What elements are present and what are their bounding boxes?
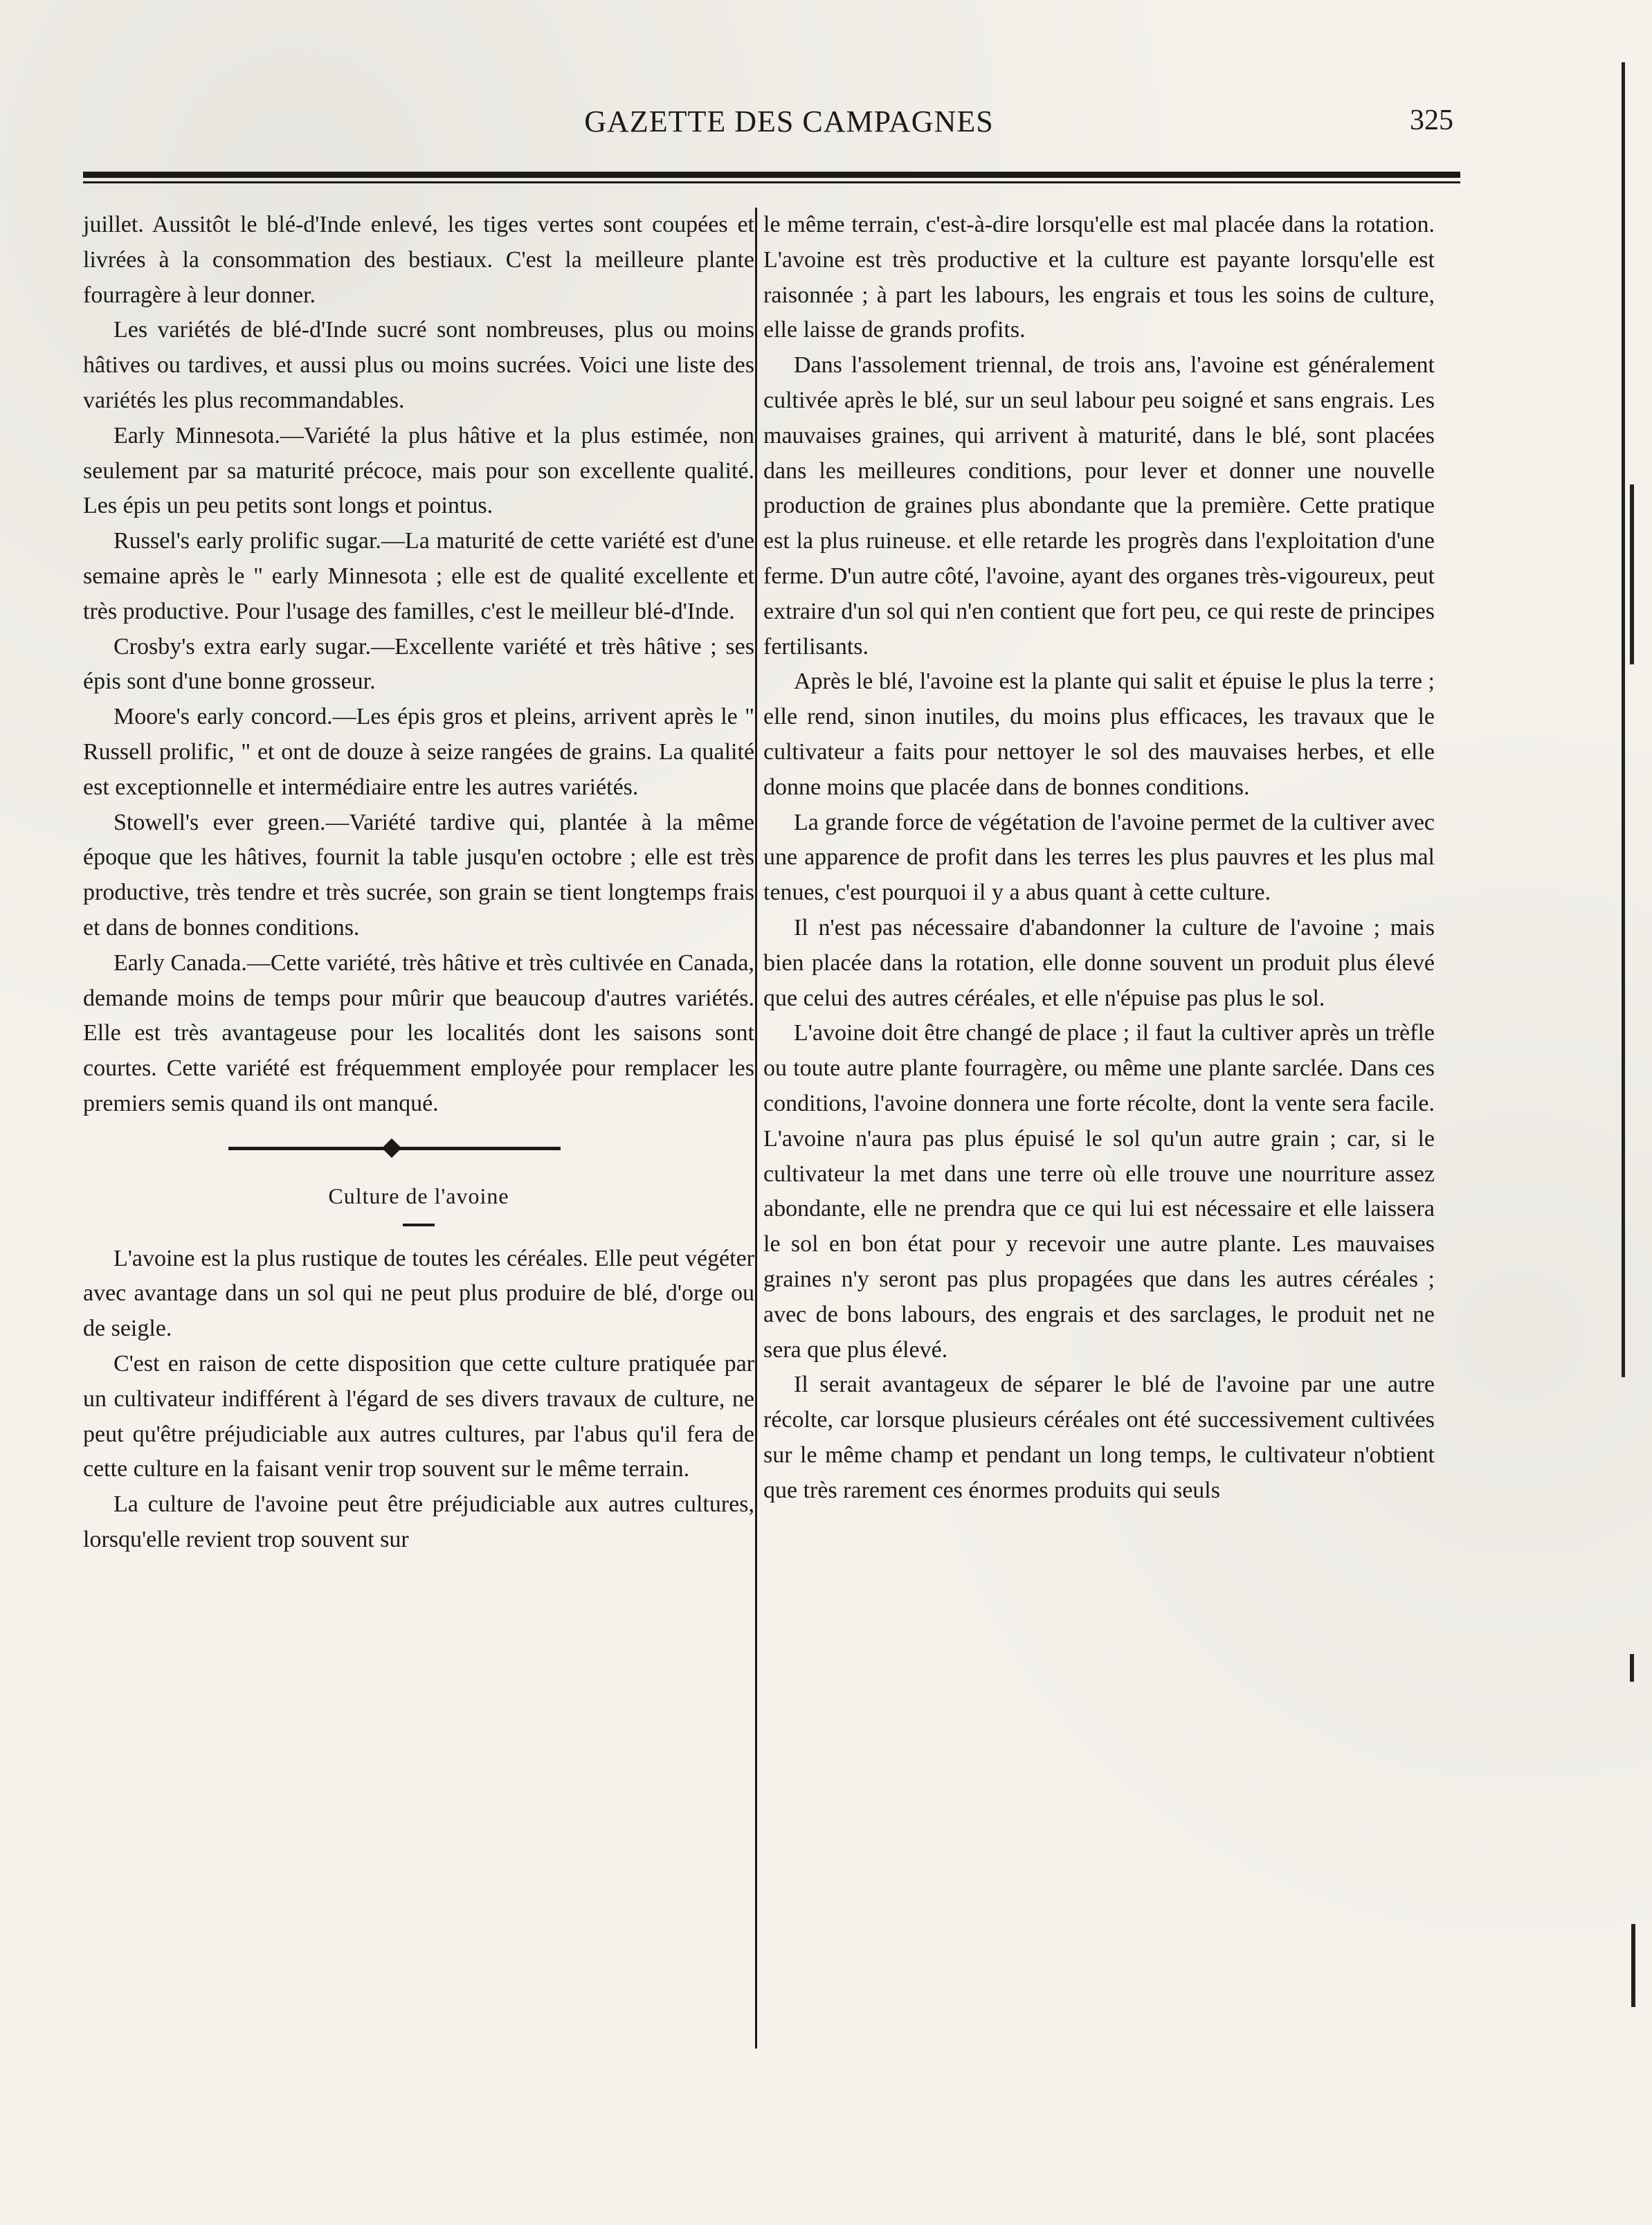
scan-edge-mark — [1630, 484, 1634, 664]
paragraph: Il n'est pas nécessaire d'abandonner la culture de l'avoine ; mais bien placée dans la rotation, elle donne souvent un produit plus élevé que celui des autres céréales, et elle n'épuise pas plus le sol. — [763, 914, 1435, 1011]
paragraph-variety-moore: Moore's early concord.—Les épis gros et pleins, arrivent après le " Russell prolific, " et ont de douze à seize rangées de grains. La qualité est exceptionnelle et intermédiaire entre les autres variétés. — [83, 704, 754, 800]
paragraph-variety-early-minnesota: Early Minnesota.—Variété la plus hâtive et la plus estimée, non seulement par sa maturité précoce, mais pour son excellente qualité. Les épis un peu petits sont longs et pointus. — [83, 422, 754, 519]
scan-edge-mark — [1622, 62, 1625, 1377]
section-title: Culture de l'avoine — [328, 1183, 509, 1208]
scan-edge-mark — [1631, 1924, 1635, 2007]
paragraph: L'avoine est la plus rustique de toutes les céréales. Elle peut végéter avec avantage dans un sol qui ne peut plus produire de blé, d'orge ou de seigle. — [83, 1245, 754, 1342]
paragraph-variety-crosby: Crosby's extra early sugar.—Excellente variété et très hâtive ; ses épis sont d'une bonne grosseur. — [83, 633, 754, 695]
title-dash — [403, 1224, 435, 1226]
paragraph: le même terrain, c'est-à-dire lorsqu'elle est mal placée dans la rotation. L'avoine est très productive et la culture est payante lorsqu'elle est raisonnée ; à part les labours, les engrais et tous les soins de culture, elle laisse de grands profits. — [763, 212, 1435, 343]
right-column — [763, 208, 1435, 1508]
paragraph: La culture de l'avoine peut être préjudiciable aux autres cultures, lorsqu'elle revient trop souvent sur — [83, 1491, 754, 1552]
ornament-diamond — [382, 1138, 401, 1158]
section-ornament — [83, 1134, 754, 1176]
left-column — [83, 208, 754, 1558]
header-rule-thin — [83, 181, 1460, 183]
paragraph: La grande force de végétation de l'avoine permet de la cultiver avec une apparence de profit dans les terres les plus pauvres et les plus mal tenues, c'est pourquoi il y a abus quant à cette culture. — [763, 809, 1435, 906]
paragraph: Il serait avantageux de séparer le blé de l'avoine par une autre récolte, car lorsque plusieurs céréales ont été successivement cultivées sur le même champ et pendant un long temps, le cultivateur n'obtient que très rarement ces énormes produits qui seuls — [763, 1372, 1435, 1503]
column-divider — [755, 208, 757, 2049]
paragraph: Dans l'assolement triennal, de trois ans, l'avoine est généralement cultivée après le blé, sur un seul labour peu soigné et sans engrais. Les mauvaises graines, qui arrivent à maturité, dans le blé, sont placées dans les meilleures conditions, pour lever et donner une nouvelle production de graines plus abondante que la première. Cette pratique est la plus ruineuse. et elle retarde les progrès dans l'exploitation d'une ferme. D'un autre côté, l'avoine, ayant des organes très-vigoureux, peut extraire d'un sol qui n'en contient que fort peu, ce qui reste de principes fertilisants. — [763, 352, 1435, 660]
header-rule-thick — [83, 172, 1460, 178]
paragraph-variety-early-canada: Early Canada.—Cette variété, très hâtive et très cultivée en Canada, demande moins de temps pour mûrir que beaucoup d'autres variétés. Elle est très avantageuse pour les localités dont les saisons sont courtes. Cette variété est fréquemment employée pour remplacer les premiers semis quand ils ont manqué. — [83, 950, 754, 1116]
paragraph-variety-stowell: Stowell's ever green.—Variété tardive qui, plantée à la même époque que les hâtives, fournit la table jusqu'en octobre ; elle est très productive, très tendre et très sucrée, son grain se tient longtemps frais et dans de bonnes conditions. — [83, 809, 754, 941]
paragraph: L'avoine doit être changé de place ; il faut la cultiver après un trèfle ou toute autre plante fourragère, ou même une plante sarclée. Dans ces conditions, l'avoine donnera une forte récolte, dont la vente sera facile. L'avoine n'aura pas plus épuisé le sol qu'un autre grain ; car, si le cultivateur la met dans une terre où elle trouve une nourriture assez abondante, elle ne prendra que ce qui lui est nécessaire et elle laissera le sol en bon état pour y recevoir une autre plante. Les mauvaises graines n'y seront pas plus propagées que dans les autres céréales ; avec de bons labours, des engrais et des sarclages, le produit net ne sera que plus élevé. — [763, 1020, 1435, 1363]
running-title: GAZETTE DES CAMPAGNES — [584, 105, 994, 138]
page-number: 325 — [1410, 105, 1453, 136]
paragraph-variety-russel: Russel's early prolific sugar.—La maturité de cette variété est d'une semaine après le " early Minnesota ; elle est de qualité excellente et très productive. Pour l'usage des familles, c'est le meilleur blé-d'Inde. — [83, 528, 754, 624]
paragraph: Après le blé, l'avoine est la plante qui salit et épuise le plus la terre ; elle rend, sinon inutiles, du moins plus efficaces, les travaux que le cultivateur a faits pour nettoyer le sol des mauvaises herbes, et elle donne moins que placée dans de bonnes conditions. — [763, 669, 1435, 800]
page-header — [83, 104, 1467, 145]
paragraph: juillet. Aussitôt le blé-d'Inde enlevé, les tiges vertes sont coupées et livrées à la consommation des bestiaux. C'est la meilleure plante fourragère à leur donner. — [83, 212, 754, 308]
paragraph: C'est en raison de cette disposition que cette culture pratiquée par un cultivateur indifférent à l'égard de ses divers travaux de culture, ne peut qu'être préjudiciable aux autres cultures, par l'abus qu'il fera de cette culture en la faisant venir trop souvent sur le même terrain. — [83, 1350, 754, 1482]
paragraph: Les variétés de blé-d'Inde sucré sont nombreuses, plus ou moins hâtives ou tardives, et aussi plus ou moins sucrées. Voici une liste des variétés les plus recommandables. — [83, 317, 754, 413]
scan-edge-mark — [1630, 1654, 1634, 1682]
